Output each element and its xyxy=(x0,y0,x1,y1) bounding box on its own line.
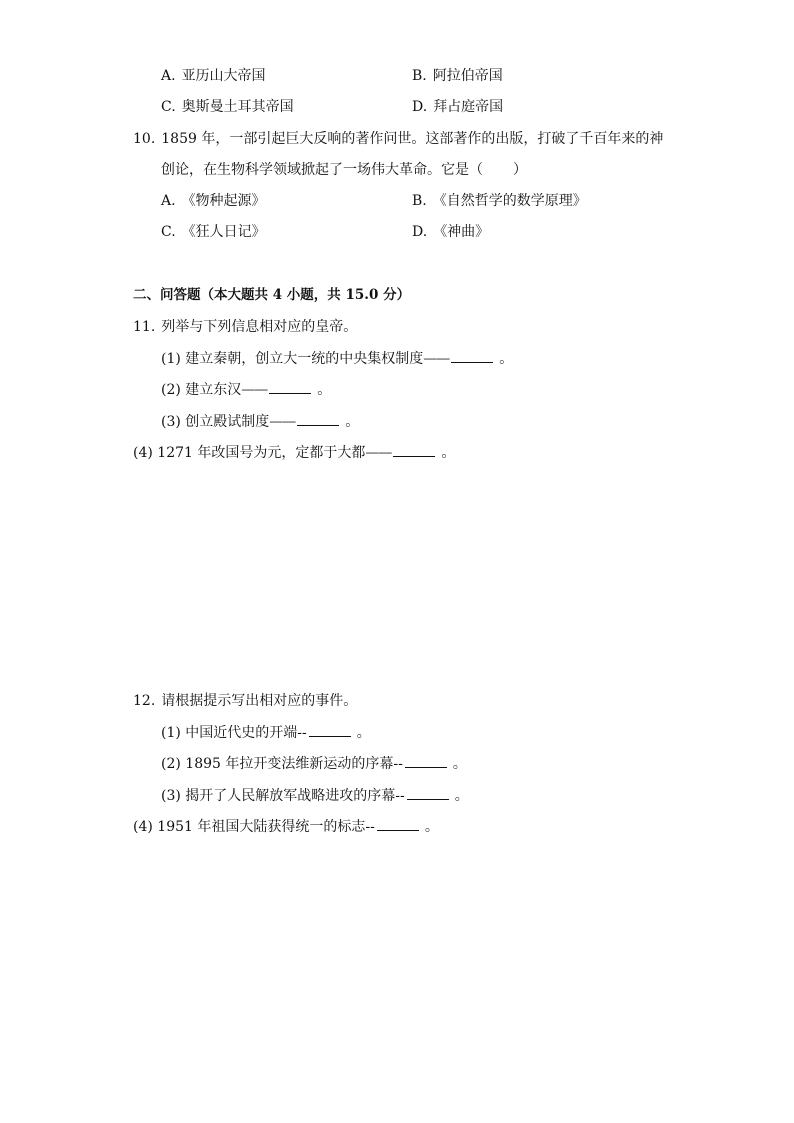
option-letter: B. xyxy=(412,193,427,209)
option-letter: A. xyxy=(161,193,176,209)
q11-item-1 xyxy=(161,349,513,367)
q9-option-b xyxy=(412,67,503,85)
q10-option-a xyxy=(161,192,266,210)
option-letter: C. xyxy=(161,224,176,240)
section-title: 二、问答题（本大题共 4 小题，共 15.0 分） xyxy=(133,287,411,303)
q12-item-1 xyxy=(161,723,371,741)
option-text: 奥斯曼土耳其帝国 xyxy=(181,99,294,115)
question-number: 11. xyxy=(133,319,156,335)
item-text: (4) 1951 年祖国大陆获得统一的标志-- xyxy=(133,819,375,835)
answer-blank[interactable] xyxy=(297,412,339,426)
answer-blank[interactable] xyxy=(393,443,435,457)
question-text: 创论，在生物科学领域掀起了一场伟大革命。它是（ xyxy=(161,162,483,178)
q12-item-2 xyxy=(161,754,467,772)
q11-stem xyxy=(133,318,357,336)
q9-option-d xyxy=(412,98,503,116)
item-end: 。 xyxy=(345,414,360,430)
answer-blank[interactable] xyxy=(451,349,493,363)
option-text: 亚历山大帝国 xyxy=(181,68,266,84)
item-text: (1) 中国近代史的开端-- xyxy=(161,725,307,741)
question-number: 10. xyxy=(133,131,156,147)
item-text: (1) 建立秦朝，创立大一统的中央集权制度 xyxy=(161,351,424,367)
q10-stem-line2 xyxy=(161,161,527,179)
item-end: 。 xyxy=(452,756,467,772)
q11-item-2 xyxy=(161,380,331,398)
answer-blank[interactable] xyxy=(405,754,447,768)
option-text: 《物种起源》 xyxy=(181,193,266,209)
item-text: (3) 揭开了人民解放军战略进攻的序幕-- xyxy=(161,788,405,804)
q9-option-a xyxy=(161,67,266,85)
option-letter: D. xyxy=(412,99,428,115)
answer-blank[interactable] xyxy=(377,817,419,831)
q12-item-4 xyxy=(133,817,439,835)
item-text: (2) 建立东汉 xyxy=(161,382,242,398)
option-text: 《神曲》 xyxy=(433,224,490,240)
question-text-end: ） xyxy=(513,162,527,178)
item-text: (2) 1895 年拉开变法维新运动的序幕-- xyxy=(161,756,403,772)
q12-item-3 xyxy=(161,786,469,804)
option-text: 《自然哲学的数学原理》 xyxy=(432,193,587,209)
option-text: 阿拉伯帝国 xyxy=(432,68,503,84)
item-end: 。 xyxy=(454,788,469,804)
q11-item-4 xyxy=(133,443,455,461)
item-dash: —— xyxy=(365,445,392,461)
question-number: 12. xyxy=(133,693,156,709)
option-letter: A. xyxy=(161,68,176,84)
item-end: 。 xyxy=(356,725,371,741)
item-dash: —— xyxy=(241,382,268,398)
q12-stem xyxy=(133,692,357,710)
item-end: 。 xyxy=(424,819,439,835)
item-text: (4) 1271 年改国号为元，定都于大都 xyxy=(133,445,366,461)
item-text: (3) 创立殿试制度 xyxy=(161,414,270,430)
question-text: 列举与下列信息相对应的皇帝。 xyxy=(161,319,358,335)
option-text: 《狂人日记》 xyxy=(181,224,266,240)
answer-blank[interactable] xyxy=(309,723,351,737)
option-letter: B. xyxy=(412,68,427,84)
q10-option-c xyxy=(161,223,266,241)
option-letter: C. xyxy=(161,99,176,115)
item-dash: —— xyxy=(269,414,296,430)
answer-blank[interactable] xyxy=(407,786,449,800)
q9-option-c xyxy=(161,98,294,116)
q10-stem-line1 xyxy=(133,130,663,148)
question-text: 1859 年，一部引起巨大反响的著作问世。这部著作的出版，打破了千百年来的神 xyxy=(161,131,664,147)
item-end: 。 xyxy=(499,351,514,367)
q10-option-b xyxy=(412,192,587,210)
option-text: 拜占庭帝国 xyxy=(433,99,504,115)
item-end: 。 xyxy=(441,445,456,461)
question-text: 请根据提示写出相对应的事件。 xyxy=(161,693,358,709)
answer-blank[interactable] xyxy=(269,380,311,394)
item-end: 。 xyxy=(317,382,332,398)
item-dash: —— xyxy=(423,351,450,367)
q11-item-3 xyxy=(161,412,359,430)
option-letter: D. xyxy=(412,224,428,240)
q10-option-d xyxy=(412,223,489,241)
